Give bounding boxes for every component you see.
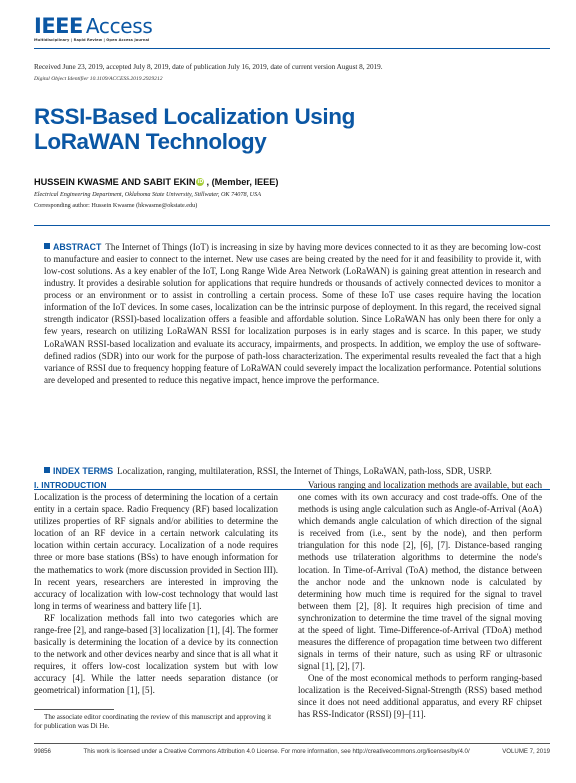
index-terms-marker-icon	[44, 467, 50, 473]
orcid-icon[interactable]: iD	[197, 179, 204, 185]
journal-logo	[34, 14, 153, 40]
affiliation: Electrical Engineering Department, Oklahoma State University, Stillwater, OK 74078, USA	[34, 191, 262, 198]
abstract-heading: ABSTRACT	[53, 242, 102, 252]
body-left-column	[34, 479, 278, 696]
title-line-1: RSSI-Based Localization Using	[34, 104, 355, 129]
author-line	[34, 177, 278, 187]
body-paragraph: One of the most economical methods to perform ranging-based localization is the Received-Signal-Strength (RSS) based method since it does not need additional apparatus, and every RF chipset has RSS-Indicator (RSSI) [9]–[11].	[298, 673, 542, 720]
logo-ieee-text: IEEE	[34, 14, 83, 38]
body-right-column	[298, 479, 542, 721]
member-grade: , (Member, IEEE)	[206, 177, 279, 187]
page-number: 99856	[34, 748, 51, 755]
editor-footnote: The associate editor coordinating the review of this manuscript and approving it for publication was Di He.	[34, 713, 272, 730]
index-terms-text: Localization, ranging, multilateration, RSSI, the Internet of Things, LoRaWAN, path-loss, SDR, USRP.	[117, 466, 492, 476]
header-divider	[34, 48, 550, 49]
title-line-2: LoRaWAN Technology	[34, 129, 267, 154]
publication-dates: Received June 23, 2019, accepted July 8, 2019, date of publication July 16, 2019, date of current version August 8, 2019.	[34, 63, 383, 71]
index-terms-heading: INDEX TERMS	[53, 466, 114, 476]
section-heading-introduction: I. INTRODUCTION	[34, 480, 107, 490]
abstract	[44, 241, 541, 386]
license-notice[interactable]: This work is licensed under a Creative Commons Attribution 4.0 License. For more information, see http://creativecommons.org/licenses/by/4.0/	[83, 748, 470, 755]
logo-access-text: Access	[85, 14, 153, 38]
body-paragraph: Localization is the process of determining the location of a certain entity in a certain space. Radio Frequency (RF) based localization utilizes properties of RF signals and/or abilities to determine the location of an RF device in a certain network calculating its location within certain accuracy. Localization of a node requires three or more base stations (BSs) to have enough information for the mathematics to work (more discussion provided in Section III). In recent years, researchers are interested in improving the accuracy of localization with low-cost technology that would last long in terms of weariness and battery life [1].	[34, 492, 278, 611]
body-paragraph: Various ranging and localization methods are available, but each one comes with its own accuracy and cost trade-offs. One of the methods is using angle calculation such as Angle-of-Arrival (AoA) which demands angle calculation of which direction of the signal is received from (i.e., sent by the node), and then perform triangulation for this node [2], [6], [7]. Distance-based ranging methods use trilateration algorithms to determine the node's location. In Time-of-Arrival (ToA) method, the distance between the anchor node and the unknown node is calculated by determining how much time is required for the signal to travel between them [2], [8]. It requires high precision of time and synchronization to determine the time travel of the signal moving at the speed of light. Time-Difference-of-Arrival (TDoA) method measures the difference of propagation time between two different signals in terms of their nature, such as using RF or ultrasonic signal [1], [2], [7].	[298, 480, 542, 672]
abstract-text: The Internet of Things (IoT) is increasing in size by having more devices connected to it as they are becoming low-cost to manufacture and easier to connect to the internet. New use cases are being created by the need for it and feasibility to provide it, with low-cost solutions. As a key enabler of the IoT, Long Range Wide Area Network (LoRaWAN) is gaining great attention in research and industry. It provides a desirable solution for applications that require hundreds or thousands of actively connected devices to monitor a process or an environment or to assist in controlling a certain process. Some of these IoT use cases require having the location information of the IoT devices. In some cases, localization can be the intrinsic purpose of deployment. In this regard, the received signal strength indicator (RSSI)-based localization offers a feasible and affordable solution. Since LoRaWAN has only been there for only a few years, research on utilizing LoRaWAN RSSI for localization purposes is in early stages and is scarce. In this paper, we study LoRaWAN RSSI-based localization and evaluate its accuracy, impairments, and prospects. In addition, we employ the use of software-defined radios (SDR) into our work for the purpose of path-loss characterization. The experimental results revealed the fact that a high variance of RSSI due to frequency hopping feature of LoRaWAN could severely impact the localization performance. Potential solutions are developed and presented to reduce this negative impact, hence improve the performance.	[44, 242, 541, 385]
author-names: HUSSEIN KWASME AND SABIT EKIN	[34, 177, 196, 187]
footer-divider	[34, 743, 550, 744]
volume-info: VOLUME 7, 2019	[502, 748, 550, 755]
journal-tagline: Multidisciplinary | Rapid Review | Open Access Journal	[34, 38, 150, 42]
body-paragraph: RF localization methods fall into two categories which are range-free [2], and range-based [3] localization [1], [4]. The former basically is determining the location of a device by its connection to the network and other devices nearby and since that is all what it requires, it offers low-cost localization system but with low accuracy [4]. While the latter needs separation distance (or geometrical) information [1], [5].	[34, 612, 278, 696]
abstract-top-divider	[34, 225, 550, 226]
corresponding-author: Corresponding author: Hussein Kwasme (hkwasme@okstate.edu)	[34, 202, 198, 209]
index-terms	[44, 465, 541, 477]
paper-title	[34, 104, 454, 154]
footnote-divider	[34, 709, 114, 710]
doi-line: Digital Object Identifier 10.1109/ACCESS.2019.2929212	[34, 76, 163, 82]
abstract-marker-icon	[44, 243, 50, 249]
page-footer	[34, 748, 550, 755]
